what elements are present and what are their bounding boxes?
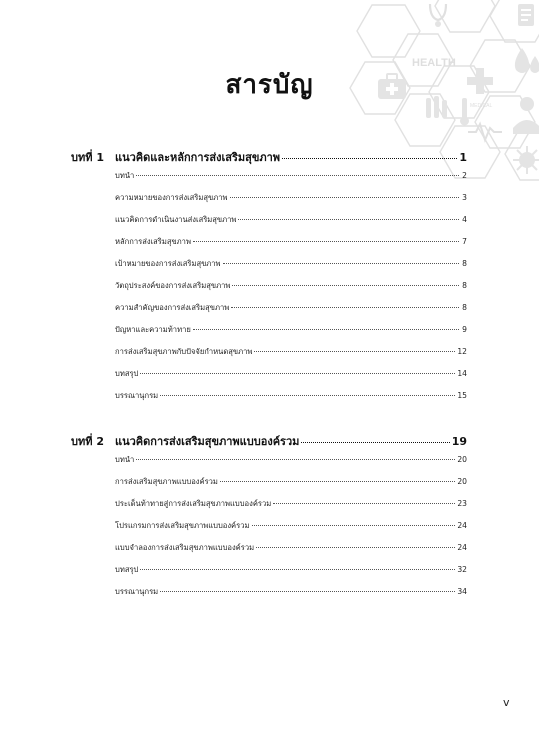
entry-page-number: 8 — [462, 259, 467, 268]
toc-entry[interactable] — [115, 476, 467, 488]
entry-label: แบบจำลองการส่งเสริมสุขภาพแบบองค์รวม — [115, 543, 255, 552]
chapter-title: แนวคิดและหลักการส่งเสริมสุขภาพ — [115, 151, 281, 164]
toc-entry[interactable] — [115, 302, 467, 314]
entry-label: บรรณานุกรม — [115, 391, 159, 400]
toc-entry[interactable] — [115, 192, 467, 204]
chapter-page-number: 1 — [459, 151, 467, 164]
watermark-small-text: MEDICAL — [470, 103, 493, 109]
page-title: สารบัญ — [225, 70, 314, 100]
dot-leader — [238, 219, 459, 220]
entry-label: ความสำคัญของการส่งเสริมสุขภาพ — [115, 303, 230, 312]
chapter-page-number: 19 — [451, 435, 467, 448]
toc-entry[interactable] — [115, 586, 467, 598]
chapter-number: บทที่ 2 — [71, 435, 104, 448]
toc-entry[interactable] — [115, 520, 467, 532]
entry-label: หลักการส่งเสริมสุขภาพ — [115, 237, 191, 246]
toc-entry[interactable] — [115, 236, 467, 248]
entry-page-number: 23 — [457, 499, 467, 508]
entry-page-number: 4 — [462, 215, 467, 224]
entry-label: วัตถุประสงค์ของการส่งเสริมสุขภาพ — [115, 281, 231, 290]
toc-entry[interactable] — [115, 346, 467, 358]
entry-page-number: 3 — [462, 193, 467, 202]
entry-page-number: 20 — [457, 477, 467, 486]
dot-leader — [160, 591, 455, 592]
toc-entry[interactable] — [115, 214, 467, 226]
entry-page-number: 2 — [462, 171, 467, 180]
chapter-heading[interactable] — [71, 148, 467, 166]
dot-leader — [232, 285, 459, 286]
dot-leader — [252, 525, 456, 526]
entry-label: แนวคิดการดำเนินงานส่งเสริมสุขภาพ — [115, 215, 237, 224]
entry-label: บทนำ — [115, 455, 135, 464]
clipboard-icon — [518, 4, 534, 26]
entry-label: ประเด็นท้าทายสู่การส่งเสริมสุขภาพแบบองค์รวม — [115, 499, 272, 508]
virus-icon — [513, 146, 539, 174]
entry-label: โปรแกรมการส่งเสริมสุขภาพแบบองค์รวม — [115, 521, 250, 530]
dot-leader — [282, 158, 457, 159]
hexagon-shape — [357, 5, 420, 57]
entry-label: ปัญหาและความท้าทาย — [115, 325, 191, 334]
entry-page-number: 12 — [457, 347, 467, 356]
entry-page-number: 32 — [457, 565, 467, 574]
dot-leader — [160, 395, 455, 396]
dot-leader — [136, 459, 455, 460]
dot-leader — [230, 197, 460, 198]
dot-leader — [193, 241, 459, 242]
dot-leader — [136, 175, 459, 176]
entry-page-number: 7 — [462, 237, 467, 246]
watermark-text: HEALTH — [412, 57, 456, 69]
entry-label: การส่งเสริมสุขภาพกับปัจจัยกำหนดสุขภาพ — [115, 347, 253, 356]
dot-leader — [254, 351, 455, 352]
chapter-title: แนวคิดการส่งเสริมสุขภาพแบบองค์รวม — [115, 435, 300, 448]
toc-entry[interactable] — [115, 324, 467, 336]
toc-entry[interactable] — [115, 498, 467, 510]
dot-leader — [193, 329, 459, 330]
toc-entry[interactable] — [115, 564, 467, 576]
toc-entry[interactable] — [115, 258, 467, 270]
entry-page-number: 15 — [457, 391, 467, 400]
toc-entry[interactable] — [115, 368, 467, 380]
dot-leader — [231, 307, 459, 308]
toc-entry[interactable] — [115, 280, 467, 292]
stethoscope-icon — [430, 4, 446, 27]
entry-label: บทสรุป — [115, 565, 139, 574]
dot-leader — [273, 503, 455, 504]
entry-label: บรรณานุกรม — [115, 587, 159, 596]
dot-leader — [223, 263, 459, 264]
entry-page-number: 20 — [457, 455, 467, 464]
entry-page-number: 24 — [457, 543, 467, 552]
entry-label: การส่งเสริมสุขภาพแบบองค์รวม — [115, 477, 218, 486]
entry-page-number: 9 — [462, 325, 467, 334]
entry-page-number: 14 — [457, 369, 467, 378]
toc-entry[interactable] — [115, 542, 467, 554]
dot-leader — [220, 481, 455, 482]
dot-leader — [140, 373, 455, 374]
entry-page-number: 8 — [462, 281, 467, 290]
entry-page-number: 24 — [457, 521, 467, 530]
entry-label: เป้าหมายของการส่งเสริมสุขภาพ — [115, 259, 221, 268]
page-number: v — [503, 696, 510, 709]
dot-leader — [301, 442, 449, 443]
entry-label: บทนำ — [115, 171, 135, 180]
toc-entry[interactable] — [115, 454, 467, 466]
chapter-heading[interactable] — [71, 432, 467, 450]
dot-leader — [256, 547, 455, 548]
entry-label: บทสรุป — [115, 369, 139, 378]
chapter-number: บทที่ 1 — [71, 151, 104, 164]
entry-page-number: 34 — [457, 587, 467, 596]
toc-entry[interactable] — [115, 170, 467, 182]
entry-page-number: 8 — [462, 303, 467, 312]
entry-label: ความหมายของการส่งเสริมสุขภาพ — [115, 193, 228, 202]
toc-entry[interactable] — [115, 390, 467, 402]
dot-leader — [140, 569, 455, 570]
